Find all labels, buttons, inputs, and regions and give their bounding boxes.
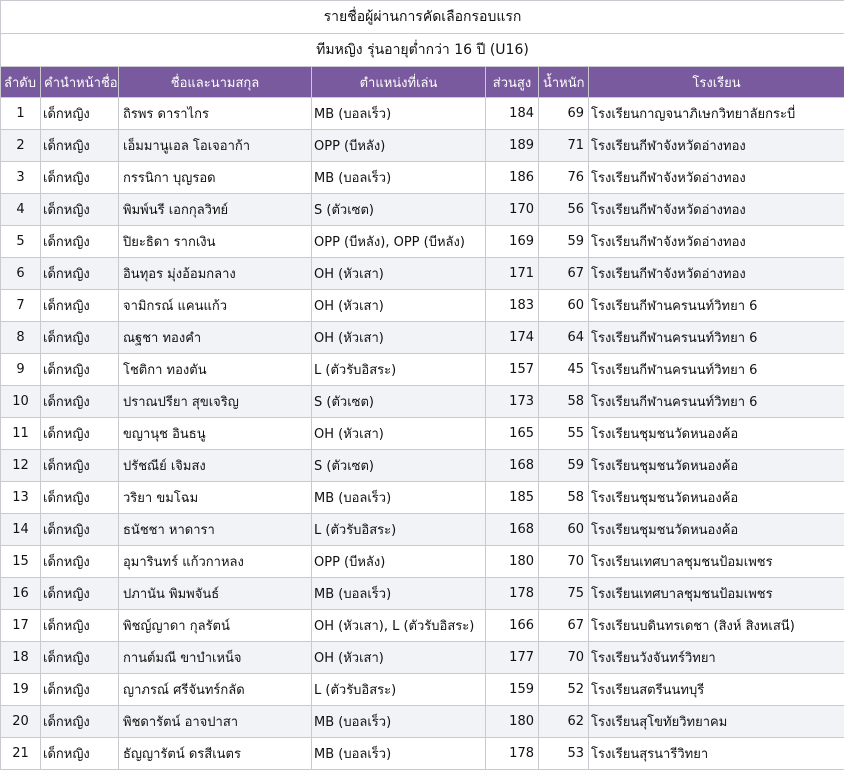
cell-order: 14 [1, 514, 41, 546]
cell-school: โรงเรียนกีฬาจังหวัดอ่างทอง [589, 194, 844, 226]
title-row [1, 1, 844, 34]
cell-position: S (ตัวเซต) [312, 386, 486, 418]
cell-position: MB (บอลเร็ว) [312, 706, 486, 738]
cell-order: 2 [1, 130, 41, 162]
cell-weight: 59 [539, 226, 589, 258]
cell-name: พิชดารัตน์ อาจปาสา [119, 706, 312, 738]
cell-position: MB (บอลเร็ว) [312, 738, 486, 770]
cell-weight: 60 [539, 290, 589, 322]
cell-weight: 56 [539, 194, 589, 226]
cell-school: โรงเรียนเทศบาลชุมชนป้อมเพชร [589, 546, 844, 578]
cell-order: 10 [1, 386, 41, 418]
table-row [1, 674, 844, 706]
cell-name: พิชญ์ญาดา กุลรัตน์ [119, 610, 312, 642]
table-row [1, 706, 844, 738]
cell-name: ณฐชา ทองคำ [119, 322, 312, 354]
cell-school: โรงเรียนกีฬาจังหวัดอ่างทอง [589, 258, 844, 290]
table-row [1, 546, 844, 578]
cell-prefix: เด็กหญิง [41, 706, 119, 738]
cell-name: วริยา ขมโฉม [119, 482, 312, 514]
table-row [1, 98, 844, 130]
cell-height: 165 [486, 418, 539, 450]
cell-height: 189 [486, 130, 539, 162]
cell-position: OPP (บีหลัง) [312, 130, 486, 162]
cell-weight: 75 [539, 578, 589, 610]
cell-height: 178 [486, 738, 539, 770]
cell-school: โรงเรียนกีฬาจังหวัดอ่างทอง [589, 162, 844, 194]
cell-name: กรรนิกา บุญรอด [119, 162, 312, 194]
cell-prefix: เด็กหญิง [41, 642, 119, 674]
page-title: รายชื่อผู้ผ่านการคัดเลือกรอบแรก [1, 1, 844, 34]
cell-height: 174 [486, 322, 539, 354]
cell-order: 6 [1, 258, 41, 290]
cell-position: OH (หัวเสา) [312, 418, 486, 450]
cell-weight: 71 [539, 130, 589, 162]
cell-school: โรงเรียนบดินทรเดชา (สิงห์ สิงหเสนี) [589, 610, 844, 642]
cell-order: 12 [1, 450, 41, 482]
cell-order: 17 [1, 610, 41, 642]
cell-position: OH (หัวเสา) [312, 642, 486, 674]
table-row [1, 578, 844, 610]
cell-name: อุมารินทร์ แก้วกาหลง [119, 546, 312, 578]
cell-height: 177 [486, 642, 539, 674]
cell-order: 13 [1, 482, 41, 514]
table-row [1, 386, 844, 418]
cell-prefix: เด็กหญิง [41, 418, 119, 450]
cell-height: 168 [486, 514, 539, 546]
cell-height: 184 [486, 98, 539, 130]
col-header-prefix: คำนำหน้าชื่อ [41, 67, 119, 98]
cell-prefix: เด็กหญิง [41, 674, 119, 706]
cell-weight: 59 [539, 450, 589, 482]
cell-position: S (ตัวเซต) [312, 450, 486, 482]
subtitle-row [1, 34, 844, 67]
cell-name: ปรัชณีย์ เจิมสง [119, 450, 312, 482]
cell-position: OH (หัวเสา) [312, 322, 486, 354]
cell-order: 15 [1, 546, 41, 578]
cell-school: โรงเรียนกีฬานครนนท์วิทยา 6 [589, 354, 844, 386]
cell-prefix: เด็กหญิง [41, 98, 119, 130]
cell-position: OH (หัวเสา), L (ตัวรับอิสระ) [312, 610, 486, 642]
cell-height: 169 [486, 226, 539, 258]
cell-school: โรงเรียนสุรนารีวิทยา [589, 738, 844, 770]
cell-name: ถิรพร ดาราไกร [119, 98, 312, 130]
cell-weight: 52 [539, 674, 589, 706]
cell-weight: 58 [539, 386, 589, 418]
cell-position: OPP (บีหลัง) [312, 546, 486, 578]
cell-prefix: เด็กหญิง [41, 610, 119, 642]
table-row [1, 258, 844, 290]
cell-prefix: เด็กหญิง [41, 194, 119, 226]
cell-position: S (ตัวเซต) [312, 194, 486, 226]
table-row [1, 290, 844, 322]
col-header-school: โรงเรียน [589, 67, 844, 98]
cell-prefix: เด็กหญิง [41, 130, 119, 162]
cell-height: 171 [486, 258, 539, 290]
cell-name: โชติกา ทองตัน [119, 354, 312, 386]
cell-weight: 62 [539, 706, 589, 738]
cell-position: L (ตัวรับอิสระ) [312, 354, 486, 386]
cell-name: ขญานุช อินธนู [119, 418, 312, 450]
cell-name: กานต์มณี ขาบำเหน็จ [119, 642, 312, 674]
cell-weight: 76 [539, 162, 589, 194]
table-row [1, 418, 844, 450]
cell-name: ญาภรณ์ ศรีจันทร์กลัด [119, 674, 312, 706]
table-row [1, 450, 844, 482]
cell-prefix: เด็กหญิง [41, 546, 119, 578]
cell-school: โรงเรียนชุมชนวัดหนองค้อ [589, 418, 844, 450]
cell-school: โรงเรียนกีฬาจังหวัดอ่างทอง [589, 130, 844, 162]
cell-position: OH (หัวเสา) [312, 290, 486, 322]
table-row [1, 642, 844, 674]
cell-height: 183 [486, 290, 539, 322]
cell-name: พิมพ์นรี เอกกุลวิทย์ [119, 194, 312, 226]
cell-school: โรงเรียนสุโขทัยวิทยาคม [589, 706, 844, 738]
cell-name: ปราณปรียา สุขเจริญ [119, 386, 312, 418]
cell-name: ปภานัน พิมพจันธ์ [119, 578, 312, 610]
cell-order: 3 [1, 162, 41, 194]
cell-prefix: เด็กหญิง [41, 578, 119, 610]
cell-school: โรงเรียนกีฬานครนนท์วิทยา 6 [589, 386, 844, 418]
cell-order: 21 [1, 738, 41, 770]
cell-height: 168 [486, 450, 539, 482]
cell-weight: 53 [539, 738, 589, 770]
col-header-order: ลำดับ [1, 67, 41, 98]
cell-school: โรงเรียนชุมชนวัดหนองค้อ [589, 482, 844, 514]
col-header-weight: น้ำหนัก [539, 67, 589, 98]
cell-order: 5 [1, 226, 41, 258]
cell-school: โรงเรียนกีฬานครนนท์วิทยา 6 [589, 322, 844, 354]
table-row [1, 354, 844, 386]
cell-name: จามิกรณ์ แคนแก้ว [119, 290, 312, 322]
cell-height: 185 [486, 482, 539, 514]
cell-name: อินทุอร มุ่งอ้อมกลาง [119, 258, 312, 290]
cell-weight: 45 [539, 354, 589, 386]
cell-height: 178 [486, 578, 539, 610]
cell-order: 9 [1, 354, 41, 386]
cell-order: 1 [1, 98, 41, 130]
cell-position: MB (บอลเร็ว) [312, 98, 486, 130]
cell-position: L (ตัวรับอิสระ) [312, 674, 486, 706]
table-row [1, 482, 844, 514]
cell-weight: 58 [539, 482, 589, 514]
cell-weight: 60 [539, 514, 589, 546]
cell-weight: 67 [539, 610, 589, 642]
cell-name: ธนัชชา หาดารา [119, 514, 312, 546]
cell-school: โรงเรียนชุมชนวัดหนองค้อ [589, 450, 844, 482]
table-row [1, 130, 844, 162]
cell-prefix: เด็กหญิง [41, 738, 119, 770]
cell-prefix: เด็กหญิง [41, 322, 119, 354]
table-row [1, 162, 844, 194]
cell-prefix: เด็กหญิง [41, 258, 119, 290]
cell-height: 186 [486, 162, 539, 194]
cell-height: 157 [486, 354, 539, 386]
cell-height: 180 [486, 706, 539, 738]
cell-weight: 70 [539, 642, 589, 674]
cell-order: 20 [1, 706, 41, 738]
cell-weight: 55 [539, 418, 589, 450]
cell-name: ธัญญารัตน์ ดรสีเนตร [119, 738, 312, 770]
cell-height: 166 [486, 610, 539, 642]
cell-position: MB (บอลเร็ว) [312, 578, 486, 610]
cell-school: โรงเรียนกีฬาจังหวัดอ่างทอง [589, 226, 844, 258]
cell-order: 4 [1, 194, 41, 226]
cell-order: 8 [1, 322, 41, 354]
cell-prefix: เด็กหญิง [41, 290, 119, 322]
cell-order: 19 [1, 674, 41, 706]
cell-prefix: เด็กหญิง [41, 162, 119, 194]
cell-position: MB (บอลเร็ว) [312, 162, 486, 194]
col-header-height: ส่วนสูง [486, 67, 539, 98]
cell-name: ปิยะธิดา รากเงิน [119, 226, 312, 258]
cell-weight: 70 [539, 546, 589, 578]
table-row [1, 226, 844, 258]
cell-prefix: เด็กหญิง [41, 514, 119, 546]
cell-height: 180 [486, 546, 539, 578]
cell-height: 159 [486, 674, 539, 706]
cell-weight: 69 [539, 98, 589, 130]
table-body [1, 98, 844, 770]
cell-school: โรงเรียนชุมชนวัดหนองค้อ [589, 514, 844, 546]
cell-school: โรงเรียนกีฬานครนนท์วิทยา 6 [589, 290, 844, 322]
cell-prefix: เด็กหญิง [41, 450, 119, 482]
cell-school: โรงเรียนกาญจนาภิเษกวิทยาลัยกระบี่ [589, 98, 844, 130]
cell-order: 18 [1, 642, 41, 674]
table-row [1, 322, 844, 354]
cell-order: 7 [1, 290, 41, 322]
table-row [1, 514, 844, 546]
cell-order: 11 [1, 418, 41, 450]
cell-school: โรงเรียนวังจันทร์วิทยา [589, 642, 844, 674]
cell-weight: 64 [539, 322, 589, 354]
cell-prefix: เด็กหญิง [41, 354, 119, 386]
cell-weight: 67 [539, 258, 589, 290]
table-row [1, 194, 844, 226]
cell-position: L (ตัวรับอิสระ) [312, 514, 486, 546]
cell-position: OH (หัวเสา) [312, 258, 486, 290]
page-subtitle: ทีมหญิง รุ่นอายุต่ำกว่า 16 ปี (U16) [1, 34, 844, 67]
table-row [1, 738, 844, 770]
cell-prefix: เด็กหญิง [41, 482, 119, 514]
cell-school: โรงเรียนเทศบาลชุมชนป้อมเพชร [589, 578, 844, 610]
cell-name: เอ็มมานูเอล โอเจอาก้า [119, 130, 312, 162]
cell-order: 16 [1, 578, 41, 610]
cell-position: OPP (บีหลัง), OPP (บีหลัง) [312, 226, 486, 258]
cell-prefix: เด็กหญิง [41, 386, 119, 418]
col-header-name: ชื่อและนามสกุล [119, 67, 312, 98]
table-row [1, 610, 844, 642]
cell-school: โรงเรียนสตรีนนทบุรี [589, 674, 844, 706]
cell-height: 173 [486, 386, 539, 418]
cell-position: MB (บอลเร็ว) [312, 482, 486, 514]
table-header [1, 67, 844, 98]
cell-prefix: เด็กหญิง [41, 226, 119, 258]
cell-height: 170 [486, 194, 539, 226]
col-header-position: ตำแหน่งที่เล่น [312, 67, 486, 98]
